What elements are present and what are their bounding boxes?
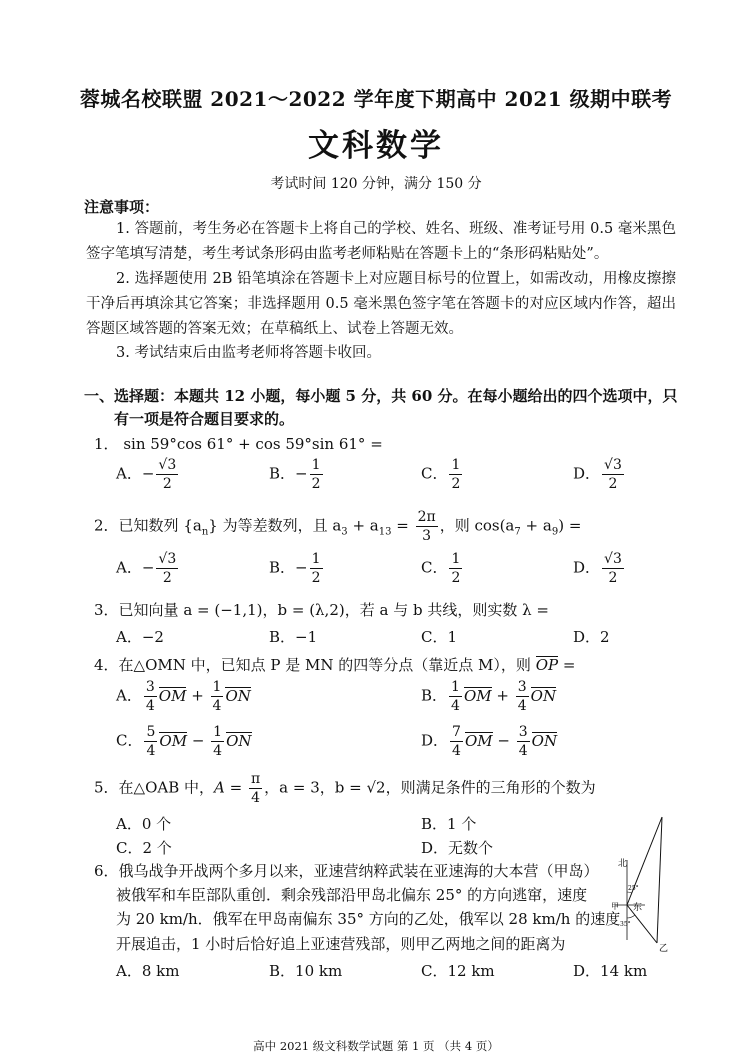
q6-option-d: D．14 km xyxy=(573,962,648,980)
question-5: 5．在△OAB 中，A = $\frac{\pi}{4}$ ，a = 3，b = √2，则满足条件的三角形的个数为 xyxy=(94,771,596,806)
q6-option-b: B．10 km xyxy=(269,962,343,980)
q5-option-d: D．无数个 xyxy=(421,839,494,857)
q1-option-d: D． $\frac{√3}{2}$ xyxy=(573,457,622,492)
section-heading: 一、选择题：本题共 12 小题，每小题 5 分，共 60 分。在每小题给出的四个选项中，只 xyxy=(84,387,678,405)
question-stem: sin 59°cos 61° + cos 59°sin 61° = xyxy=(123,435,383,453)
page-footer: 高中 2021 级文科数学试题 第 1 页 （共 4 页） xyxy=(253,1039,499,1053)
question-6: 6．俄乌战争开战两个多月以来，亚速营纳粹武装在亚速海的大本营（甲岛） xyxy=(94,862,599,880)
q4-option-d: D． $\frac{7}{4}$ OM − $\frac{3}{4}$ ON xyxy=(421,724,558,759)
question-6-line-3: 为 20 km/h．俄军在甲岛南偏东 35° 方向的乙处，俄军以 28 km/h 的速度 xyxy=(116,910,621,928)
angle-35-label: 35° xyxy=(620,921,631,928)
navigation-diagram xyxy=(605,810,680,955)
question-number: 1． xyxy=(94,435,119,453)
notice-item-3: 3. 考试结束后由监考老师将答题卡收回。 xyxy=(116,345,381,361)
q1-option-a: A．− $\frac{√3}{2}$ xyxy=(116,457,177,492)
question-6-line-2: 被俄军和车臣部队重创．剩余残部沿甲岛北偏东 25° 的方向逃窜，速度 xyxy=(116,886,588,904)
exam-title: 蓉城名校联盟 2021～2022 学年度下期高中 2021 级期中联考 xyxy=(79,87,673,111)
exam-info: 考试时间 120 分钟，满分 150 分 xyxy=(270,176,482,192)
question-3: 3．已知向量 a = (−1,1)，b = (λ,2)，若 a 与 b 共线，则实数 λ = xyxy=(94,601,549,619)
q3-option-a: A．−2 xyxy=(116,628,164,646)
q3-option-b: B．−1 xyxy=(269,628,318,646)
notice-heading: 注意事项： xyxy=(84,198,160,216)
jia-label: 甲 xyxy=(611,902,619,911)
question-1 xyxy=(94,433,383,454)
q5-option-c: C．2 个 xyxy=(116,839,172,857)
q5-option-b: B．1 个 xyxy=(421,815,477,833)
q3-option-c: C．1 xyxy=(421,628,458,646)
question-4: 4．在△OMN 中，已知点 P 是 MN 的四等分点（靠近点 M），则 OP = xyxy=(94,656,576,674)
q2-option-a: A．− $\frac{√3}{2}$ xyxy=(116,551,177,586)
path-escape-to-yi xyxy=(657,817,662,943)
notice-item-1: 1. 答题前，考生务必在答题卡上将自己的学校、姓名、班级、准考证号用 0.5 毫米黑色签字笔填写清楚，考生考试条形码由监考老师粘贴在答题卡上的“条形码粘贴处”。 xyxy=(86,221,676,262)
section-heading-cont: 有一项是符合题目要求的。 xyxy=(114,410,295,428)
q4-option-c: C． $\frac{5}{4}$ OM − $\frac{1}{4}$ ON xyxy=(116,724,252,759)
east-label: 东 xyxy=(633,903,643,913)
north-label: 北 xyxy=(618,859,628,869)
q2-option-b: B．− $\frac{1}{2}$ xyxy=(269,551,321,586)
q2-option-d: D． $\frac{√3}{2}$ xyxy=(573,551,622,586)
q1-option-b: B．− $\frac{1}{2}$ xyxy=(269,457,321,492)
q6-option-c: C．12 km xyxy=(421,962,495,980)
yi-label: 乙 xyxy=(659,944,669,954)
q6-option-a: A．8 km xyxy=(116,962,180,980)
q3-option-d: D．2 xyxy=(573,628,610,646)
question-6-line-4: 开展追击，1 小时后恰好追上亚速营残部，则甲乙两地之间的距离为 xyxy=(116,935,566,953)
subject-title: 文科数学 xyxy=(308,128,444,164)
q5-option-a: A．0 个 xyxy=(116,815,172,833)
notice-item-2: 2. 选择题使用 2B 铅笔填涂在答题卡上对应题目标号的位置上，如需改动，用橡皮擦擦干净后再填涂其它答案；非选择题用 0.5 毫米黑色签字笔在答题卡的对应区域内作答，超出答题区域答题的答案无效；在草稿纸上、试卷上答题无效。 xyxy=(86,271,676,337)
q1-option-c: C． $\frac{1}{2}$ xyxy=(421,457,461,492)
q4-option-b: B． $\frac{1}{4}$ OM + $\frac{3}{4}$ ON xyxy=(421,679,557,714)
question-2: 2．已知数列 $\{a_n\}$ 为等差数列，且 $a_3 + a_{13}$ = $\frac{2\pi}{3}$ ，则 $\cos(a_7 + a_9)$ = xyxy=(94,509,582,544)
q2-option-c: C． $\frac{1}{2}$ xyxy=(421,551,461,586)
angle-25-label: 25° xyxy=(628,885,639,892)
q4-option-a: A． $\frac{3}{4}$ OM + $\frac{1}{4}$ ON xyxy=(116,679,251,714)
